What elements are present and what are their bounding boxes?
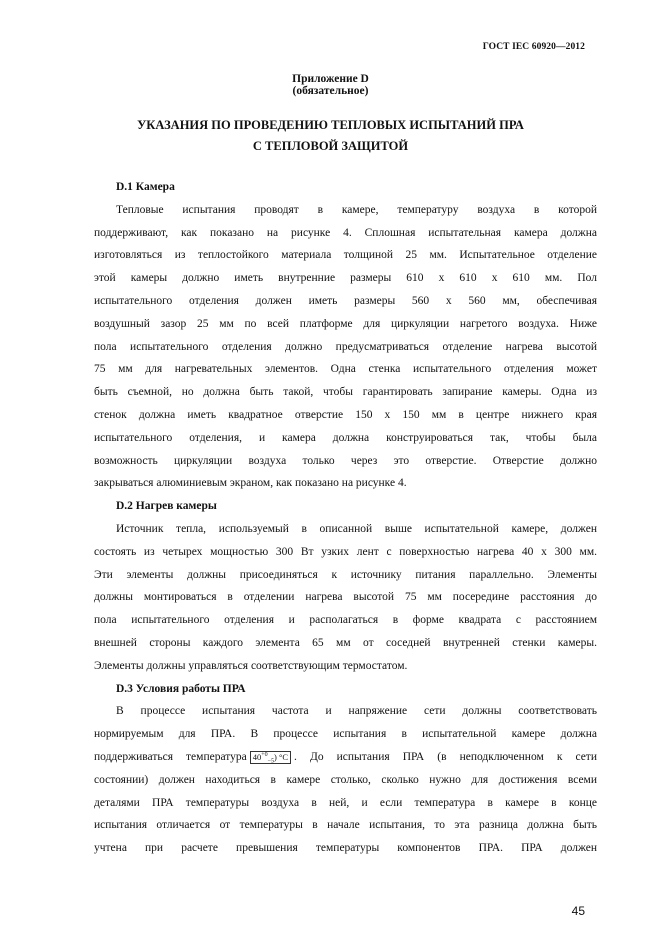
annex-label: Приложение D <box>292 73 369 85</box>
paragraph-line: изготовляться из теплостойкого материала толщиной 25 мм. Испытательное отделение <box>94 249 597 262</box>
title-line-1: УКАЗАНИЯ ПО ПРОВЕДЕНИЮ ТЕПЛОВЫХ ИСПЫТАНИЙ ПРА <box>137 118 524 132</box>
paragraph-line: испытания отличается от температуры в начале испытания, то эта разница должна быть <box>94 819 597 832</box>
paragraph-line: стенок должна иметь квадратное отверстие 150 х 150 мм в центре нижнего края <box>94 408 597 421</box>
paragraph-line: 75 мм для нагревательных элементов. Одна стенка испытательного отделения может <box>94 363 597 376</box>
section-heading: D.3 Условия работы ПРА <box>116 682 246 695</box>
text-segment: поддерживаться температура <box>94 750 247 763</box>
paragraph-line: состоять из четырех мощностью 300 Вт узких лент с поверхностью нагрева 40 х 300 мм. <box>94 545 597 558</box>
temperature-unit: ) °С <box>274 751 289 762</box>
paragraph-line: этой камеры должно иметь внутренние размеры 610 х 610 х 610 мм. Пол <box>94 272 597 285</box>
temperature-tolerance-box <box>250 751 291 764</box>
text-segment: . До испытания ПРА (в неподключенном к сети <box>294 750 597 763</box>
paragraph-line: закрываться алюминиевым экраном, как показано на рисунке 4. <box>94 477 407 490</box>
paragraph-line: Тепловые испытания проводят в камере, температуру воздуха в которой <box>116 203 597 216</box>
paragraph-line: учтена при расчете превышения температуры компонентов ПРА. ПРА должен <box>94 842 597 855</box>
paragraph-line: состоянии) должен находиться в камере столько, сколько нужно для достижения всеми <box>94 773 597 786</box>
paragraph-line-temperature <box>94 746 597 769</box>
tolerance-plus: +0 <box>261 751 268 758</box>
page-number: 45 <box>571 904 585 918</box>
paragraph-line: пола испытательного отделения и располагаться в форме квадрата с расстоянием <box>94 614 597 627</box>
paragraph-line: внешней стороны каждого элемента 65 мм от соседней внутренней стенки камеры. <box>94 636 597 649</box>
temperature-nominal: 40 <box>252 751 262 762</box>
title-line-2: С ТЕПЛОВОЙ ЗАЩИТОЙ <box>252 139 409 153</box>
paragraph-line: деталями ПРА температуры воздуха в ней, и если температура в камере в конце <box>94 796 597 809</box>
paragraph-line: Источник тепла, используемый в описанной выше испытательной камере, должен <box>116 522 597 535</box>
paragraph-line: нормируемым для ПРА. В процессе испытания в испытательной камере должна <box>94 728 597 741</box>
paragraph-line: воздушный зазор 25 мм по всей платформе для циркуляции нагретого воздуха. Ниже <box>94 317 597 330</box>
paragraph-line: Эти элементы должны присоединяться к источнику питания параллельно. Элементы <box>94 568 597 581</box>
tolerance-minus: −5 <box>267 758 275 765</box>
paragraph-line: поддерживают, как показано на рисунке 4. Сплошная испытательная камера должна <box>94 226 597 239</box>
document-body <box>94 176 597 860</box>
paragraph-line: испытательного отделения должен иметь размеры 560 х 560 мм, обеспечивая <box>94 294 597 307</box>
annex-status: (обязательное) <box>292 85 369 97</box>
paragraph-line: В процессе испытания частота и напряжение сети должны соответствовать <box>116 705 597 718</box>
paragraph-line: пола испытательного отделения должно предусматриваться отделение нагрева высотой <box>94 340 597 353</box>
paragraph-line: Элементы должны управляться соответствующим термостатом. <box>94 659 408 672</box>
paragraph-line: возможность циркуляции воздуха только через это отверстие. Отверстие должно <box>94 454 597 467</box>
section-heading: D.2 Нагрев камеры <box>116 500 217 513</box>
paragraph-line: быть съемной, но должна быть такой, чтобы гарантировать запирание камеры. Одна из <box>94 386 597 399</box>
section-heading: D.1 Камера <box>116 181 175 193</box>
standard-code: ГОСТ IEC 60920—2012 <box>482 42 585 52</box>
annex-heading <box>0 73 661 97</box>
paragraph-line: испытательного отделения, и камера должна конструироваться так, чтобы была <box>94 431 597 444</box>
document-title <box>0 115 661 157</box>
paragraph-line: должны монтироваться в отделении нагрева высотой 75 мм посередине расстояния до <box>94 591 597 604</box>
